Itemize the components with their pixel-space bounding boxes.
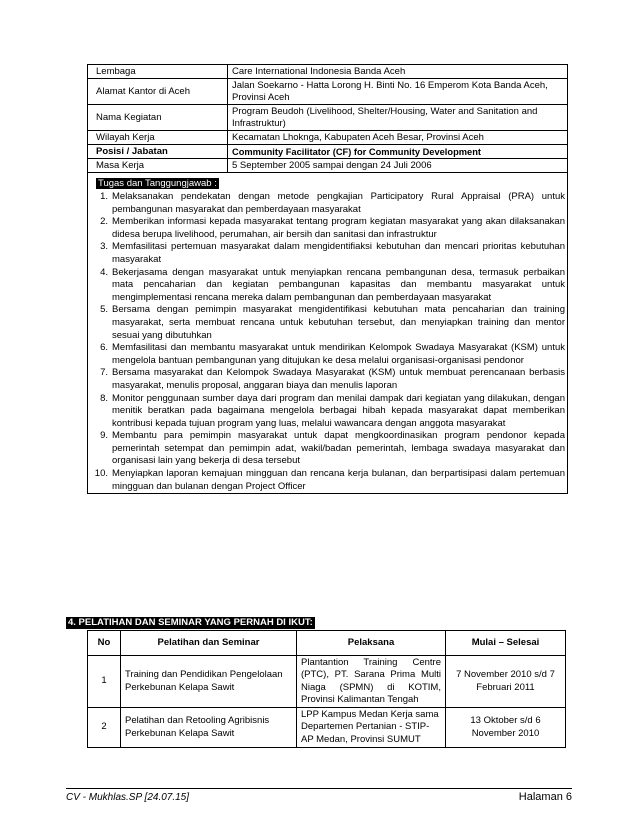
job-label: Nama Kegiatan: [88, 105, 228, 130]
cell-name: Training dan Pendidikan Pengelolaan Perkebunan Kelapa Sawit: [121, 656, 297, 708]
duty-item: 7. Bersama masyarakat dan Kelompok Swadaya Masyarakat (KSM) untuk membuat perencanaan berbasis masyarakat, menulis proposal, anggaran biaya dan menulis laporan: [100, 367, 565, 391]
job-value: 5 September 2005 sampai dengan 24 Juli 2006: [232, 160, 432, 171]
col-header-date: Mulai – Selesai: [446, 631, 566, 656]
duty-item: 5. Bersama dengan pemimpin masyarakat mengidentifikasi kebutuhan mata pencaharian dan training masyarakat, serta membuat rencana untuk kebutuhan tersebut, dan menyiapkan training dan mentor sesuai yang dibutuhkan: [100, 304, 565, 341]
job-value: Kecamatan Lhoknga, Kabupaten Aceh Besar, Provinsi Aceh: [232, 132, 484, 143]
footer-doc-id: CV - Mukhlas.SP [24.07.15]: [66, 792, 190, 803]
cell-no: 2: [88, 708, 121, 748]
job-value: Community Facilitator (CF) for Community Development: [232, 147, 481, 157]
job-label: Posisi / Jabatan: [88, 145, 228, 158]
job-row-kegiatan: [88, 105, 567, 131]
duty-item: 1. Melaksanakan pendekatan dengan metode pengkajian Participatory Rural Appraisal (PRA) untuk pembangunan masyarakat dan pemberdayaan masyarakat: [100, 191, 565, 215]
training-header-row: [88, 631, 566, 656]
job-label: Masa Kerja: [88, 159, 228, 172]
col-header-org: Pelaksana: [297, 631, 446, 656]
duties-label: Tugas dan Tanggungjawab :: [98, 178, 217, 189]
job-row-lembaga: [88, 65, 567, 79]
duty-item: 6. Memfasilitasi dan membantu masyarakat untuk mendirikan Kelompok Swadaya Masyarakat (KSM) untuk mengelola bantuan pembangunan yang ditujukan ke desa melalui organisasi-organisasi pendonor: [100, 342, 565, 366]
job-row-posisi: [88, 145, 567, 159]
table-row: [88, 656, 566, 708]
cell-no: 1: [88, 656, 121, 708]
job-value: Program Beudoh (Livelihood, Shelter/Housing, Water and Sanitation and Infrastruktur): [232, 106, 538, 129]
training-table: [87, 630, 566, 748]
duty-item: 2. Memberikan informasi kepada masyarakat tentang program kegiatan masyarakat yang akan dilaksanakan didesa berupa livelihood, perumahan, air bersih dan sanitasi dan infrastruktur: [100, 216, 565, 240]
job-label: Lembaga: [88, 65, 228, 78]
job-value: Care International Indonesia Banda Aceh: [232, 66, 406, 77]
job-value: Jalan Soekarno - Hatta Lorong H. Binti No. 16 Emperom Kota Banda Aceh, Provinsi Aceh: [232, 80, 548, 103]
duty-item: 9. Membantu para pemimpin masyarakat untuk dapat mengkoordinasikan program pendonor kepada pemerintah setempat dan pemimpin adat, wakil/badan pemerintah, lembaga swadaya masyarakat dan organisasi lain yang bekerja di desa tersebut: [100, 430, 565, 467]
job-row-alamat: [88, 79, 567, 105]
cell-date: 7 November 2010 s/d 7 Februari 2011: [446, 656, 566, 708]
duty-item: 3. Memfasilitasi pertemuan masyarakat dalam mengidentifiaksi kebutuhan dan mencari prioritas kebutuhan masyarakat: [100, 241, 565, 265]
duty-item: 4. Bekerjasama dengan masyarakat untuk menyiapkan rencana pembangunan desa, termasuk perbaikan mata pencaharian dan kegiatan pembangunan kapasitas dan membantu masyarakat untuk mengimplementasi rencana mereka dalam pembangunan dan pemberdayaan masyarakat: [100, 266, 565, 303]
job-row-masa-kerja: [88, 159, 567, 173]
col-header-no: No: [88, 631, 121, 656]
footer-divider: [66, 788, 572, 789]
duties-cell: [88, 173, 567, 494]
cell-org: Plantantion Training Centre (PTC), PT. Sarana Prima Multi Niaga (SPMN) di KOTIM, Provinsi Kalimantan Tengah: [297, 656, 446, 708]
job-row-wilayah: [88, 131, 567, 145]
job-table: [87, 64, 568, 494]
job-label: Wilayah Kerja: [88, 131, 228, 144]
duty-item: 8. Monitor penggunaan sumber daya dari program dan menilai dampak dari kegiatan yang dilakukan, dengan menitik beratkan pada bagaimana mengelola berbagai hibah kepada masyarakat dapat memberikan kontribusi kepada tujuan program yang luas, melalui wawancara dengan anggota masyarakat: [100, 392, 565, 429]
job-label: Alamat Kantor di Aceh: [88, 79, 228, 104]
cell-org: LPP Kampus Medan Kerja sama Departemen Pertanian - STIP-AP Medan, Provinsi SUMUT: [297, 708, 446, 748]
footer-page-number: Halaman 6: [518, 791, 572, 803]
duty-item: 10. Menyiapkan laporan kemajuan mingguan dan rencana kerja bulanan, dan berpartisipasi dalam pertemuan mingguan dan bulanan dengan Project Officer: [94, 468, 565, 492]
cell-name: Pelatihan dan Retooling Agribisnis Perkebunan Kelapa Sawit: [121, 708, 297, 748]
section-heading-training: 4. PELATIHAN DAN SEMINAR YANG PERNAH DI IKUT:: [68, 617, 313, 628]
duties-list: [88, 191, 567, 493]
cell-date: 13 Oktober s/d 6 November 2010: [446, 708, 566, 748]
table-row: [88, 708, 566, 748]
col-header-name: Pelatihan dan Seminar: [121, 631, 297, 656]
